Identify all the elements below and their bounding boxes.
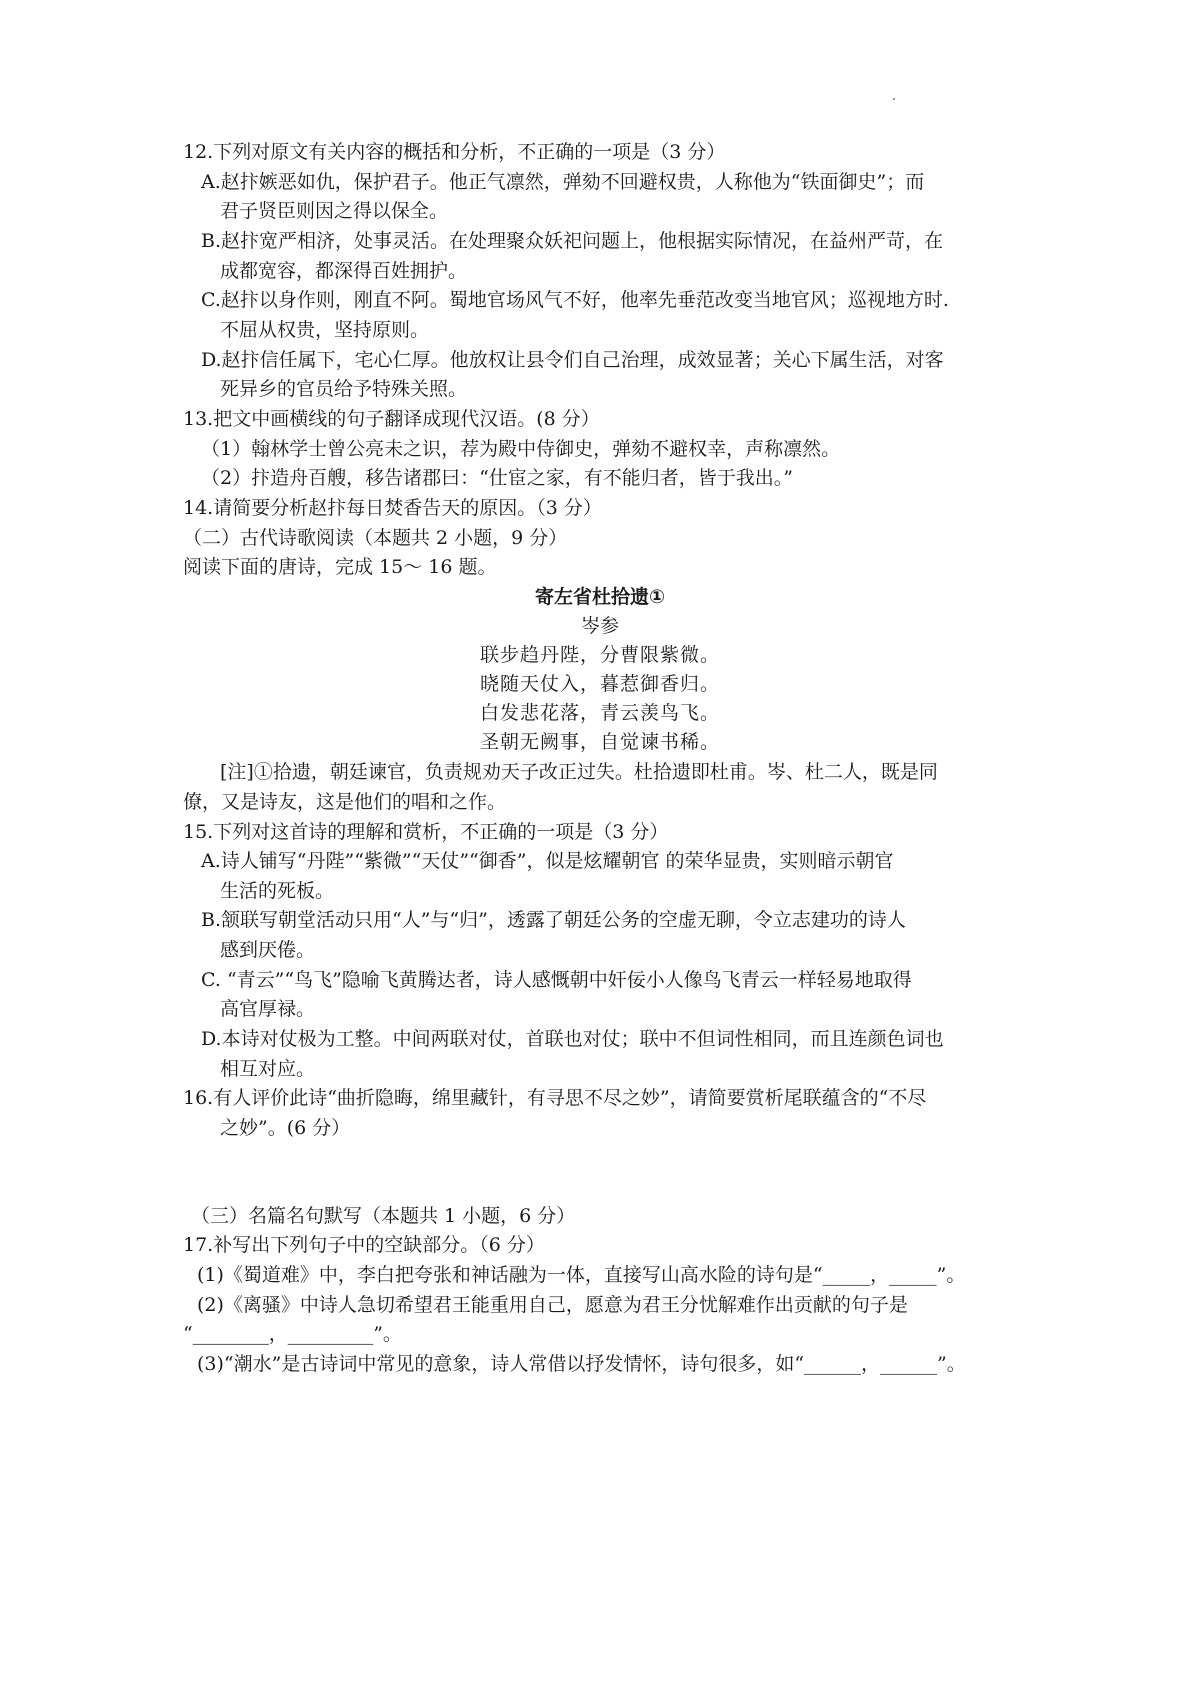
section2-heading: （二）古代诗歌阅读（本题共 2 小题，9 分） [183, 527, 568, 549]
section3-heading: （三）名篇名句默写（本题共 1 小题，6 分） [191, 1205, 576, 1227]
q17-item-1: (1)《蜀道难》中，李白把夸张和神话融为一体，直接写山高水险的诗句是“_____，_____”。 [197, 1264, 966, 1286]
q17-item-3: (3)“潮水”是古诗词中常见的意象，诗人常借以抒发情怀，诗句很多，如“______，______”。 [197, 1353, 966, 1375]
poem-line-4: 圣朝无阙事，自觉谏书稀。 [479, 731, 720, 753]
poem-author: 岑参 [580, 615, 619, 637]
q17-item-2-line2: “________，_________”。 [183, 1323, 402, 1345]
q12-option-a-line1: A.赵抃嫉恶如仇，保护君子。他正气凛然，弹劾不回避权贵，人称他为“铁面御史”；而 [201, 171, 925, 193]
q15-option-c-line1: C. “青云”“鸟飞”隐喻飞黄腾达者，诗人感慨朝中奸佞小人像鸟飞青云一样轻易地取得 [201, 969, 912, 991]
q15-stem: 15.下列对这首诗的理解和赏析，不正确的一项是（3 分） [183, 821, 669, 843]
q13-sentence-1: （1）翰林学士曾公亮未之识，荐为殿中侍御史，弹劾不避权幸，声称凛然。 [201, 438, 841, 460]
poem-line-3: 白发悲花落，青云羡鸟飞。 [479, 702, 720, 724]
q12-option-b-line1: B.赵抃宽严相济，处事灵活。在处理聚众妖祀问题上，他根据实际情况，在益州严苛，在 [201, 230, 944, 252]
q12-stem: 12.下列对原文有关内容的概括和分析，不正确的一项是（3 分） [183, 141, 726, 163]
q12-option-c-line1: C.赵抃以身作则，刚直不阿。蜀地官场风气不好，他率先垂范改变当地官风；巡视地方时. [201, 289, 949, 311]
poem-note-line2: 僚，又是诗友，这是他们的唱和之作。 [183, 791, 507, 813]
page-mark [893, 98, 895, 100]
q13-stem: 13.把文中画横线的句子翻译成现代汉语。(8 分） [183, 408, 600, 430]
q12-option-c-line2: 不屈从权贵，坚持原则。 [220, 319, 430, 341]
q15-option-c-line2: 高官厚禄。 [220, 998, 316, 1020]
poem-line-1: 联步趋丹陛，分曹限紫微。 [479, 644, 720, 666]
poem-title: 寄左省杜拾遗① [534, 586, 666, 608]
q15-option-a-line1: A.诗人铺写“丹陛”“紫微”“天仗”“御香”，似是炫耀朝官 的荣华显贵，实则暗示朝官 [201, 850, 894, 872]
q15-option-d-line1: D.本诗对仗极为工整。中间两联对仗，首联也对仗；联中不但词性相同，而且连颜色词也 [201, 1028, 944, 1050]
q16-stem-line1: 16.有人评价此诗“曲折隐晦，绵里藏针，有寻思不尽之妙”，请简要赏析尾联蕴含的“不尽 [183, 1087, 927, 1109]
q12-option-a-line2: 君子贤臣则因之得以保全。 [220, 200, 449, 222]
q15-option-b-line1: B.颔联写朝堂活动只用“人”与“归”，透露了朝廷公务的空虚无聊，令立志建功的诗人 [201, 909, 906, 931]
q16-stem-line2: 之妙”。(6 分） [220, 1117, 351, 1139]
q15-option-a-line2: 生活的死板。 [220, 880, 335, 902]
q14-stem: 14.请简要分析赵抃每日焚香告天的原因。（3 分） [183, 497, 602, 519]
q13-sentence-2: （2）抃造舟百艘，移告诸郡曰：“仕宦之家，有不能归者，皆于我出。” [201, 467, 794, 489]
q12-option-b-line2: 成都宽容，都深得百姓拥护。 [220, 260, 468, 282]
poem-note-line1: [注]①拾遗，朝廷谏官，负责规劝天子改正过失。杜拾遗即杜甫。岑、杜二人，既是同 [220, 761, 938, 783]
q17-stem: 17.补写出下列句子中的空缺部分。（6 分） [183, 1234, 545, 1256]
q12-option-d-line2: 死异乡的官员给予特殊关照。 [220, 378, 468, 400]
q15-option-d-line2: 相互对应。 [220, 1058, 316, 1080]
q12-option-d-line1: D.赵抃信任属下，宅心仁厚。他放权让县令们自己治理，成效显著；关心下属生活，对客 [201, 349, 944, 371]
q15-option-b-line2: 感到厌倦。 [220, 939, 316, 961]
poem-line-2: 晓随天仗入，暮惹御香归。 [479, 673, 720, 695]
q17-item-2-line1: (2)《离骚》中诗人急切希望君王能重用自己，愿意为君王分忧解难作出贡献的句子是 [197, 1294, 908, 1316]
section2-intro: 阅读下面的唐诗，完成 15～ 16 题。 [183, 556, 497, 578]
